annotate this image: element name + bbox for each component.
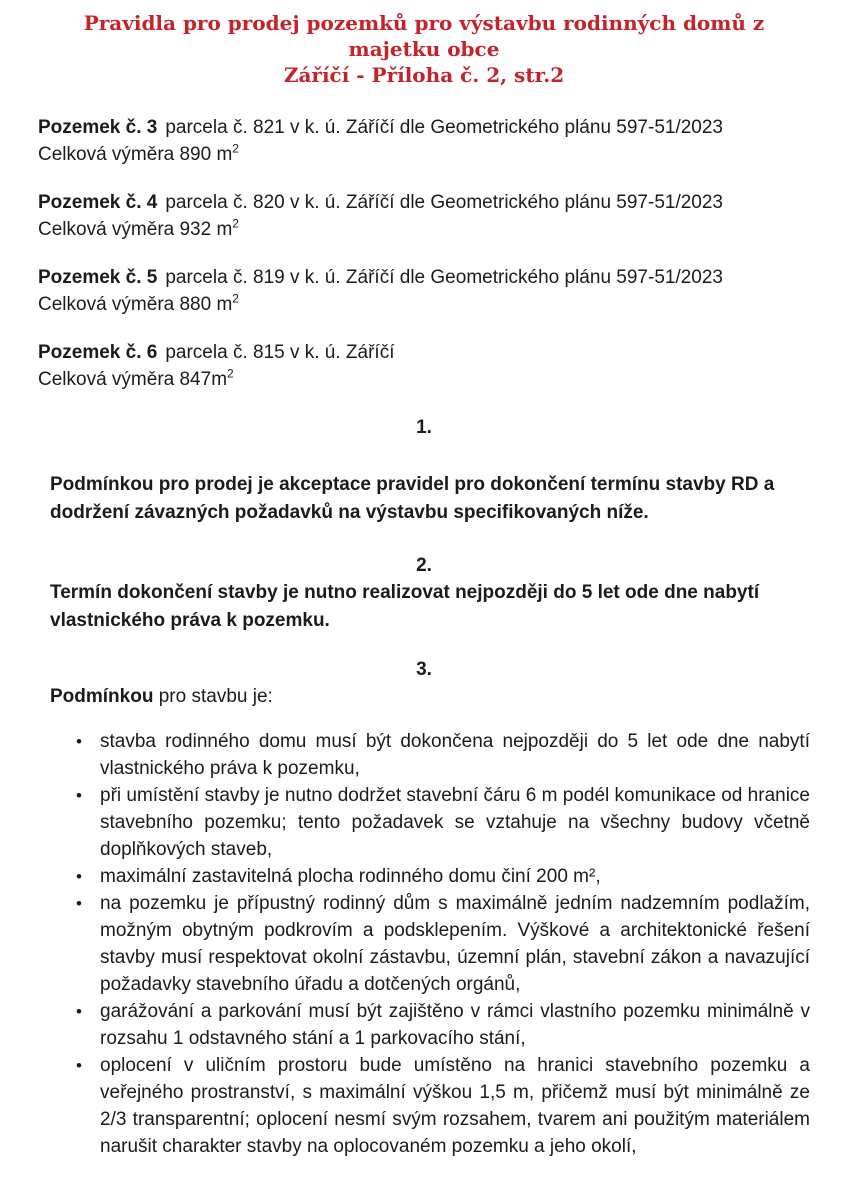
plot-block-6 [38, 339, 810, 393]
plot-area [38, 216, 810, 243]
condition-item: • při umístění stavby je nutno dodržet stavební čáru 6 m podél komunikace od hranice stavebního pozemku; tento požadavek se vztahuje na všechny budovy včetně doplňkových staveb, [100, 782, 810, 863]
condition-item: • garážování a parkování musí být zajištěno v rámci vlastního pozemku minimálně v rozsahu 1 odstavného stání a 1 parkovacího stání, [100, 998, 810, 1052]
plot-area-sup: 2 [232, 216, 239, 231]
plot-area-sup: 2 [232, 291, 239, 306]
section-3-lead-rest: pro stavbu je: [153, 686, 273, 707]
plot-area [38, 141, 810, 168]
plot-heading [38, 114, 810, 141]
section-3-lead-bold: Podmínkou [50, 686, 154, 707]
plot-details: parcela č. 819 v k. ú. Záříčí dle Geometrického plánu 597-51/2023 [165, 267, 723, 288]
plot-name: Pozemek č. 3 [38, 117, 158, 138]
plot-name: Pozemek č. 5 [38, 267, 158, 288]
plot-area [38, 291, 810, 318]
plot-details: parcela č. 821 v k. ú. Záříčí dle Geometrického plánu 597-51/2023 [165, 117, 723, 138]
plot-area-sup: 2 [232, 141, 239, 156]
section-3-number: 3. [416, 659, 432, 680]
page-title-line2: Záříčí - Příloha č. 2, str.2 [283, 63, 565, 87]
page-title [38, 10, 810, 88]
plot-details: parcela č. 815 v k. ú. Záříčí [165, 342, 395, 363]
condition-item: • stavba rodinného domu musí být dokončena nejpozději do 5 let ode dne nabytí vlastnického práva k pozemku, [100, 728, 810, 782]
page-title-line1: Pravidla pro prodej pozemků pro výstavbu rodinných domů z majetku obce [83, 11, 765, 61]
plot-area-text: Celková výměra 847m [38, 369, 228, 390]
plot-list [38, 114, 810, 393]
plot-block-3 [38, 114, 810, 168]
plot-name: Pozemek č. 6 [38, 342, 158, 363]
condition-item: • na pozemku je přípustný rodinný dům s maximálně jedním nadzemním podlažím, možným obytným podkrovím a podsklepením. Výškové a architektonické řešení stavby musí respektovat okolní zástavbu, územní plán, stavební zákon a navazující požadavky stavebního úřadu a dotčených orgánů, [100, 890, 810, 998]
plot-block-4 [38, 189, 810, 243]
conditions-list [38, 728, 810, 1160]
section-2-paragraph: Termín dokončení stavby je nutno realizovat nejpozději do 5 let ode dne nabytí vlastnického práva k pozemku. [50, 582, 760, 631]
plot-heading [38, 189, 810, 216]
plot-heading [38, 339, 810, 366]
plot-details: parcela č. 820 v k. ú. Záříčí dle Geometrického plánu 597-51/2023 [165, 192, 723, 213]
plot-heading [38, 264, 810, 291]
plot-area-text: Celková výměra 932 m [38, 219, 233, 240]
plot-name: Pozemek č. 4 [38, 192, 158, 213]
section-3-lead [50, 683, 810, 710]
condition-item: • maximální zastavitelná plocha rodinného domu činí 200 m², [100, 863, 810, 890]
plot-area-text: Celková výměra 880 m [38, 294, 233, 315]
plot-area-text: Celková výměra 890 m [38, 144, 233, 165]
plot-area-sup: 2 [227, 366, 234, 381]
plot-block-5 [38, 264, 810, 318]
plot-area [38, 366, 810, 393]
condition-item: • oplocení v uličním prostoru bude umístěno na hranici stavebního pozemku a veřejného prostranství, s maximální výškou 1,5 m, přičemž musí být minimálně ze 2/3 transparentní; oplocení nesmí svým rozsahem, tvarem ani použitým materiálem narušit charakter stavby na oplocovaném pozemku a jeho okolí, [100, 1052, 810, 1160]
section-2-number: 2. [416, 555, 432, 576]
section-1-number: 1. [416, 417, 432, 438]
section-1-paragraph: Podmínkou pro prodej je akceptace pravidel pro dokončení termínu stavby RD a dodržení závazných požadavků na výstavbu specifikovaných níže. [50, 474, 775, 523]
